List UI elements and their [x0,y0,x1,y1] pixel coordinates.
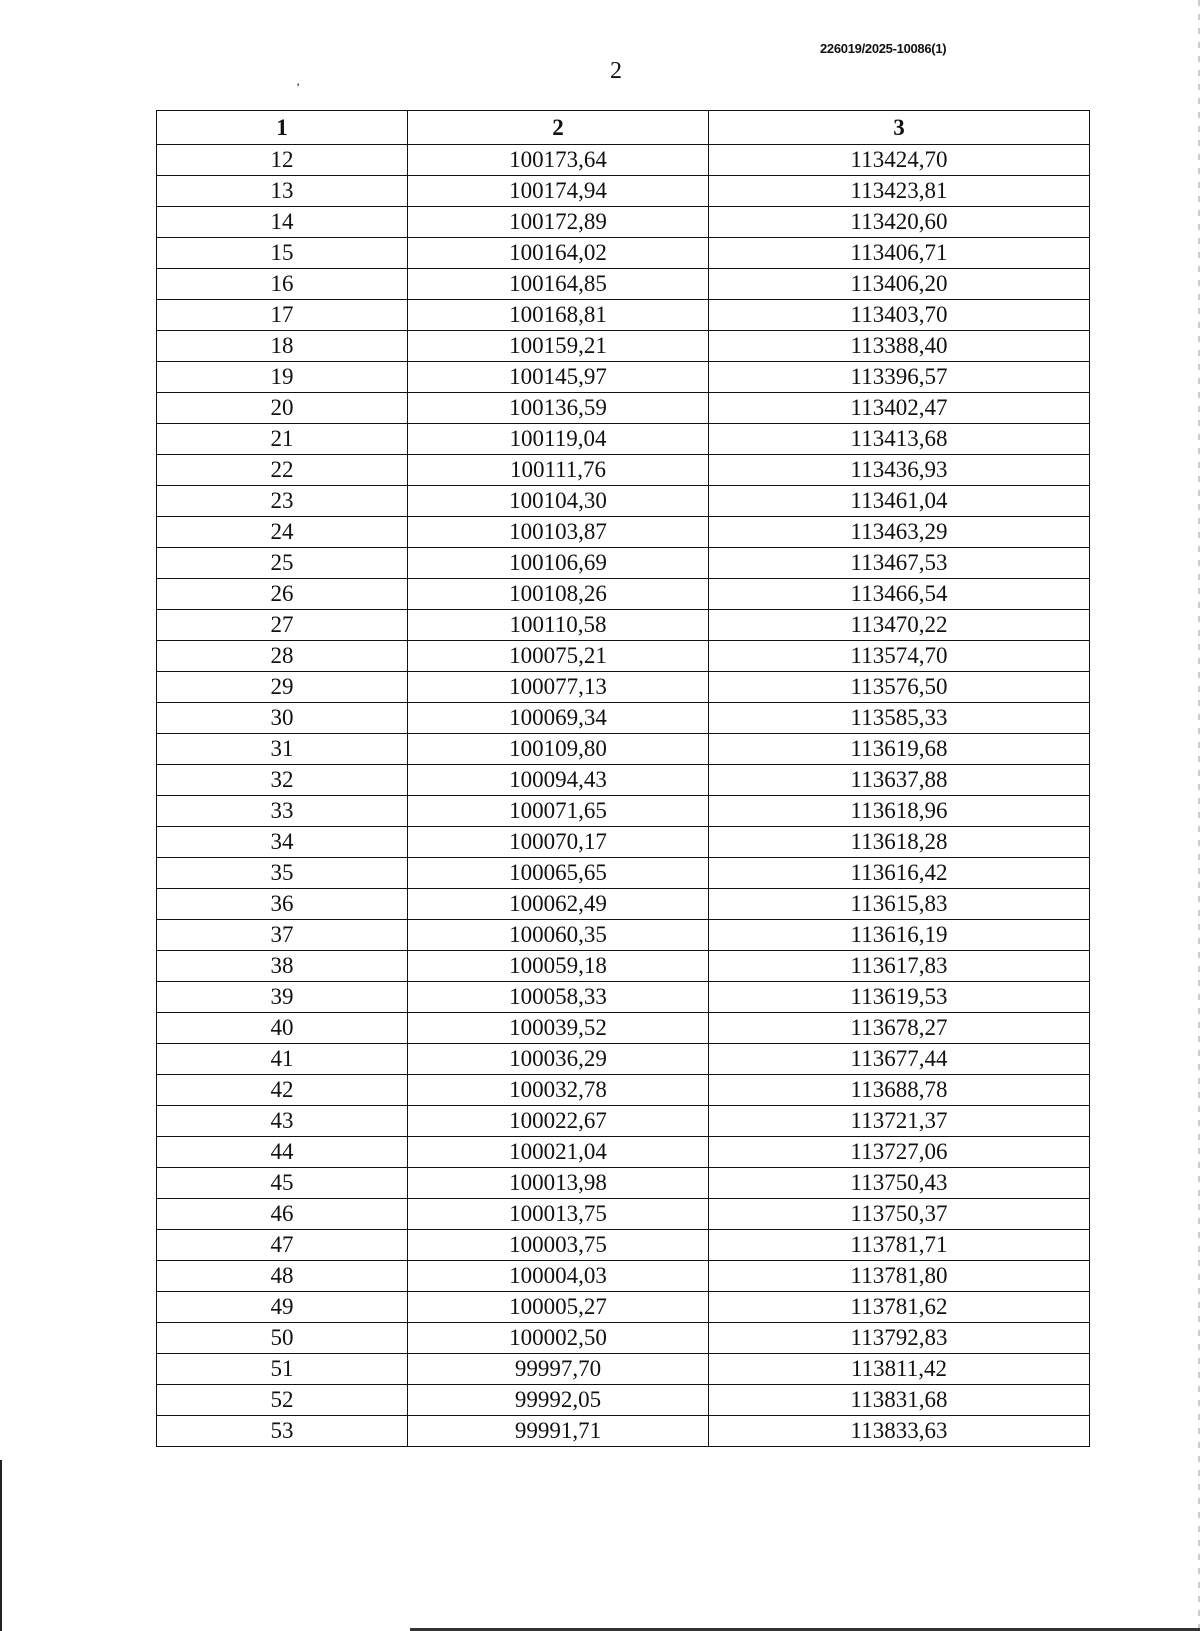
coordinate-y-cell: 113831,68 [709,1385,1090,1416]
point-number-cell: 23 [157,486,408,517]
coordinate-x-cell: 100022,67 [408,1106,709,1137]
table-row [157,1199,1090,1230]
column-header-1: 1 [157,111,408,145]
coordinate-x-cell: 99991,71 [408,1416,709,1447]
point-number-cell: 51 [157,1354,408,1385]
point-number-cell: 36 [157,889,408,920]
point-number-cell: 19 [157,362,408,393]
table-row [157,1292,1090,1323]
coordinate-y-cell: 113781,71 [709,1230,1090,1261]
coordinate-y-cell: 113576,50 [709,672,1090,703]
coordinate-x-cell: 100119,04 [408,424,709,455]
coordinate-x-cell: 99992,05 [408,1385,709,1416]
table-row [157,703,1090,734]
coordinate-y-cell: 113616,19 [709,920,1090,951]
table-row [157,517,1090,548]
coordinate-y-cell: 113463,29 [709,517,1090,548]
point-number-cell: 21 [157,424,408,455]
coordinate-x-cell: 100021,04 [408,1137,709,1168]
point-number-cell: 17 [157,300,408,331]
coordinate-y-cell: 113403,70 [709,300,1090,331]
coordinate-x-cell: 100059,18 [408,951,709,982]
table-row [157,1261,1090,1292]
table-row [157,1354,1090,1385]
coordinate-x-cell: 100039,52 [408,1013,709,1044]
point-number-cell: 49 [157,1292,408,1323]
table-row [157,1106,1090,1137]
coordinate-x-cell: 100060,35 [408,920,709,951]
point-number-cell: 33 [157,796,408,827]
table-row [157,393,1090,424]
coordinate-x-cell: 100173,64 [408,145,709,176]
coordinate-y-cell: 113637,88 [709,765,1090,796]
point-number-cell: 26 [157,579,408,610]
coordinate-x-cell: 100106,69 [408,548,709,579]
table-row [157,734,1090,765]
coordinate-x-cell: 100065,65 [408,858,709,889]
point-number-cell: 29 [157,672,408,703]
table-row [157,982,1090,1013]
table-row [157,331,1090,362]
coordinate-x-cell: 100104,30 [408,486,709,517]
coordinate-y-cell: 113750,43 [709,1168,1090,1199]
table-row [157,796,1090,827]
coordinate-x-cell: 100159,21 [408,331,709,362]
coordinate-x-cell: 100004,03 [408,1261,709,1292]
coordinate-y-cell: 113467,53 [709,548,1090,579]
coordinate-y-cell: 113466,54 [709,579,1090,610]
coordinate-x-cell: 100036,29 [408,1044,709,1075]
coordinate-y-cell: 113781,62 [709,1292,1090,1323]
coordinate-x-cell: 100172,89 [408,207,709,238]
point-number-cell: 25 [157,548,408,579]
coordinate-y-cell: 113585,33 [709,703,1090,734]
table-row [157,641,1090,672]
table-row [157,1416,1090,1447]
table-row [157,858,1090,889]
table-row [157,455,1090,486]
table-row [157,1385,1090,1416]
table-row [157,765,1090,796]
table-row [157,300,1090,331]
coordinate-x-cell: 100002,50 [408,1323,709,1354]
coordinates-table-container [156,110,1089,1447]
coordinate-x-cell: 100110,58 [408,610,709,641]
coordinate-y-cell: 113616,42 [709,858,1090,889]
point-number-cell: 43 [157,1106,408,1137]
coordinate-y-cell: 113618,96 [709,796,1090,827]
point-number-cell: 50 [157,1323,408,1354]
point-number-cell: 31 [157,734,408,765]
table-row [157,207,1090,238]
column-header-3: 3 [709,111,1090,145]
point-number-cell: 34 [157,827,408,858]
table-row [157,1323,1090,1354]
point-number-cell: 20 [157,393,408,424]
table-row [157,579,1090,610]
table-row [157,424,1090,455]
document-registration-number: 226019/2025-10086(1) [820,41,947,56]
point-number-cell: 27 [157,610,408,641]
coordinate-y-cell: 113811,42 [709,1354,1090,1385]
coordinate-x-cell: 100111,76 [408,455,709,486]
point-number-cell: 38 [157,951,408,982]
point-number-cell: 53 [157,1416,408,1447]
point-number-cell: 14 [157,207,408,238]
coordinate-y-cell: 113619,68 [709,734,1090,765]
coordinate-x-cell: 100103,87 [408,517,709,548]
table-row [157,672,1090,703]
coordinate-x-cell: 100136,59 [408,393,709,424]
coordinate-x-cell: 100003,75 [408,1230,709,1261]
coordinate-y-cell: 113406,20 [709,269,1090,300]
table-row [157,145,1090,176]
coordinate-x-cell: 100005,27 [408,1292,709,1323]
coordinate-x-cell: 100168,81 [408,300,709,331]
coordinate-y-cell: 113396,57 [709,362,1090,393]
coordinate-x-cell: 100077,13 [408,672,709,703]
table-row [157,362,1090,393]
point-number-cell: 28 [157,641,408,672]
coordinate-y-cell: 113402,47 [709,393,1090,424]
point-number-cell: 37 [157,920,408,951]
table-row [157,548,1090,579]
coordinate-x-cell: 100164,02 [408,238,709,269]
point-number-cell: 24 [157,517,408,548]
table-row [157,269,1090,300]
coordinate-y-cell: 113677,44 [709,1044,1090,1075]
point-number-cell: 18 [157,331,408,362]
point-number-cell: 45 [157,1168,408,1199]
coordinate-y-cell: 113406,71 [709,238,1090,269]
coordinate-x-cell: 100069,34 [408,703,709,734]
point-number-cell: 30 [157,703,408,734]
page-number: 2 [610,58,622,84]
coordinate-y-cell: 113792,83 [709,1323,1090,1354]
point-number-cell: 42 [157,1075,408,1106]
coordinate-x-cell: 100108,26 [408,579,709,610]
coordinate-y-cell: 113618,28 [709,827,1090,858]
point-number-cell: 48 [157,1261,408,1292]
point-number-cell: 32 [157,765,408,796]
coordinate-y-cell: 113721,37 [709,1106,1090,1137]
point-number-cell: 47 [157,1230,408,1261]
coordinate-y-cell: 113617,83 [709,951,1090,982]
point-number-cell: 39 [157,982,408,1013]
table-row [157,238,1090,269]
scan-edge-left [0,1460,2,1631]
point-number-cell: 44 [157,1137,408,1168]
coordinate-x-cell: 100058,33 [408,982,709,1013]
point-number-cell: 13 [157,176,408,207]
coordinate-y-cell: 113388,40 [709,331,1090,362]
point-number-cell: 52 [157,1385,408,1416]
table-row [157,176,1090,207]
coordinate-y-cell: 113470,22 [709,610,1090,641]
coordinate-y-cell: 113423,81 [709,176,1090,207]
coordinate-x-cell: 100071,65 [408,796,709,827]
point-number-cell: 22 [157,455,408,486]
point-number-cell: 46 [157,1199,408,1230]
coordinate-x-cell: 100032,78 [408,1075,709,1106]
table-header-row [157,111,1090,145]
coordinate-y-cell: 113781,80 [709,1261,1090,1292]
coordinate-y-cell: 113574,70 [709,641,1090,672]
coordinate-y-cell: 113619,53 [709,982,1090,1013]
coordinates-table [156,110,1090,1447]
coordinate-x-cell: 100062,49 [408,889,709,920]
point-number-cell: 15 [157,238,408,269]
coordinate-y-cell: 113727,06 [709,1137,1090,1168]
table-row [157,1044,1090,1075]
coordinate-y-cell: 113615,83 [709,889,1090,920]
point-number-cell: 40 [157,1013,408,1044]
coordinate-x-cell: 100075,21 [408,641,709,672]
point-number-cell: 12 [157,145,408,176]
coordinate-y-cell: 113424,70 [709,145,1090,176]
coordinate-y-cell: 113833,63 [709,1416,1090,1447]
coordinate-y-cell: 113420,60 [709,207,1090,238]
point-number-cell: 41 [157,1044,408,1075]
table-row [157,827,1090,858]
coordinate-x-cell: 100070,17 [408,827,709,858]
coordinate-y-cell: 113678,27 [709,1013,1090,1044]
column-header-2: 2 [408,111,709,145]
coordinate-y-cell: 113688,78 [709,1075,1090,1106]
coordinate-x-cell: 100013,75 [408,1199,709,1230]
scan-mark: ’ [296,80,300,94]
table-row [157,1168,1090,1199]
coordinate-y-cell: 113413,68 [709,424,1090,455]
coordinate-y-cell: 113750,37 [709,1199,1090,1230]
coordinate-y-cell: 113461,04 [709,486,1090,517]
point-number-cell: 35 [157,858,408,889]
table-row [157,1013,1090,1044]
coordinate-x-cell: 100174,94 [408,176,709,207]
table-row [157,486,1090,517]
table-row [157,1075,1090,1106]
table-row [157,1137,1090,1168]
coordinate-x-cell: 100109,80 [408,734,709,765]
table-row [157,951,1090,982]
coordinate-x-cell: 100013,98 [408,1168,709,1199]
table-body [157,145,1090,1447]
coordinate-x-cell: 100164,85 [408,269,709,300]
table-row [157,610,1090,641]
coordinate-x-cell: 99997,70 [408,1354,709,1385]
coordinate-x-cell: 100145,97 [408,362,709,393]
coordinate-x-cell: 100094,43 [408,765,709,796]
coordinate-y-cell: 113436,93 [709,455,1090,486]
table-row [157,889,1090,920]
table-row [157,1230,1090,1261]
point-number-cell: 16 [157,269,408,300]
table-row [157,920,1090,951]
